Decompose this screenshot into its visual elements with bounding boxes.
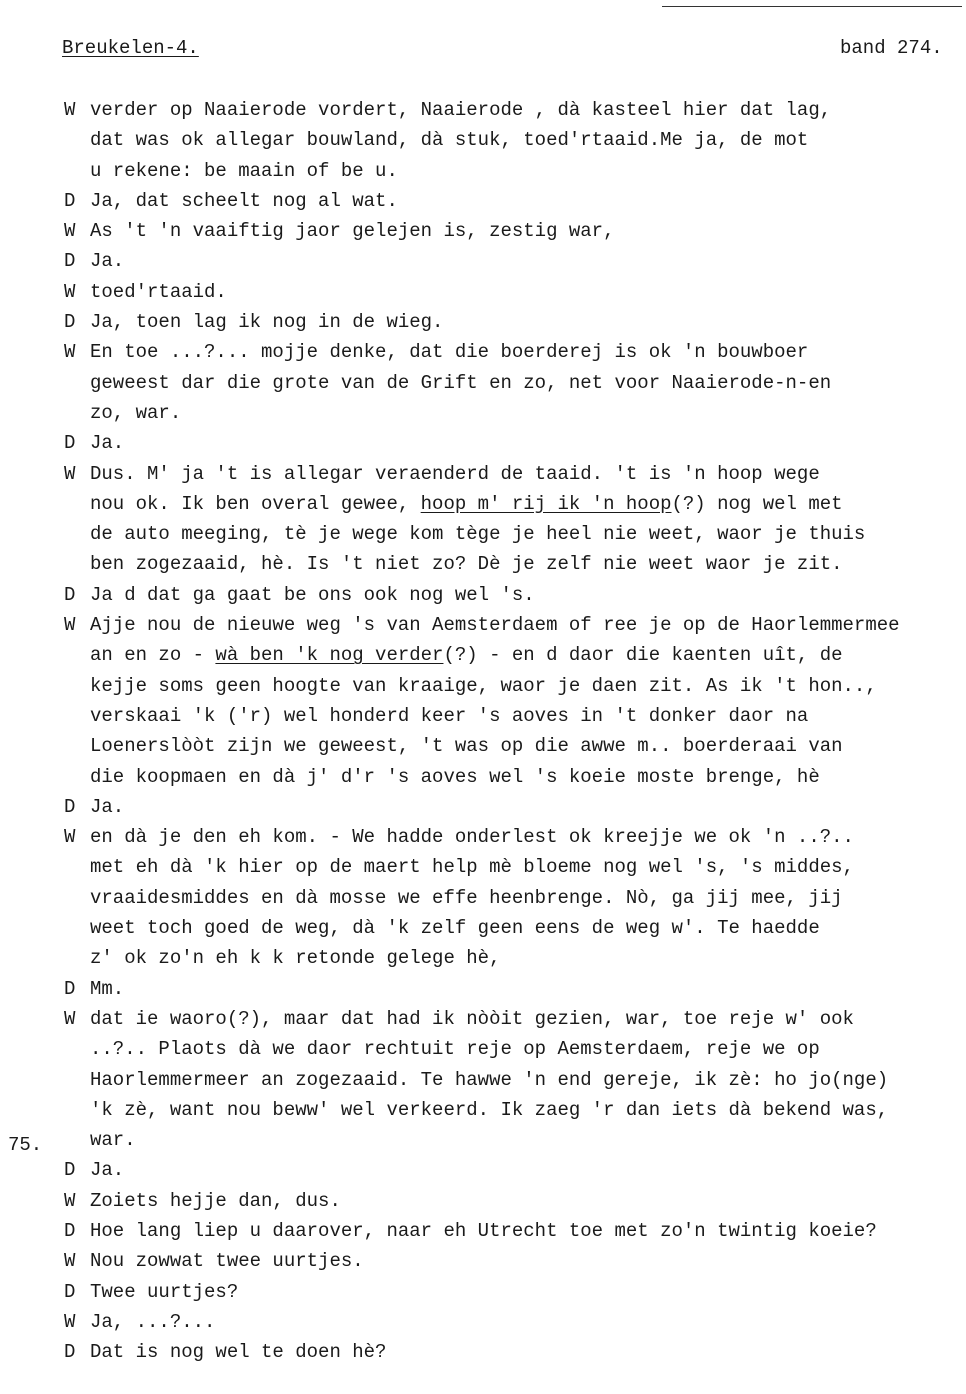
line-text: en dà je den eh kom. - We hadde onderlest ok kreejje we ok 'n ..?.. bbox=[90, 826, 854, 849]
speaker-label: W bbox=[64, 1250, 76, 1273]
transcript-line bbox=[64, 762, 964, 792]
underlined-text: hoop m' rij ik 'n hoop bbox=[420, 492, 672, 515]
speaker-label: D bbox=[64, 1219, 76, 1242]
speaker-label: W bbox=[64, 99, 76, 121]
transcript-line bbox=[64, 1034, 964, 1064]
line-text: Nou zowwat twee uurtjes. bbox=[90, 1250, 364, 1273]
transcript-line bbox=[64, 913, 964, 943]
transcript-line bbox=[64, 731, 964, 761]
line-text: verder op Naaierode vordert, Naaierode , dà kasteel hier dat lag, bbox=[90, 99, 832, 121]
speaker-label: W bbox=[64, 1189, 76, 1212]
speaker-label: W bbox=[64, 1007, 76, 1030]
line-text: z' ok zo'n eh k k retonde gelege hè, bbox=[90, 947, 501, 970]
transcript-line bbox=[64, 246, 964, 276]
line-text: vraaidesmiddes en dà mosse we effe heenbrenge. Nò, ga jij mee, jij bbox=[90, 886, 843, 909]
transcript-line bbox=[64, 1337, 964, 1367]
transcript-line bbox=[64, 640, 964, 670]
line-text: Dat is nog wel te doen hè? bbox=[90, 1341, 387, 1364]
line-text: verskaai 'k ('r) wel honderd keer 's aoves in 't donker daor na bbox=[90, 704, 809, 727]
transcript-line bbox=[64, 1277, 964, 1307]
line-text: Haorlemmermeer an zogezaaid. Te hawwe 'n end gereje, ik zè: ho jo(nge) bbox=[90, 1068, 889, 1091]
transcript-line bbox=[64, 1186, 964, 1216]
transcript-line bbox=[64, 701, 964, 731]
speaker-label: D bbox=[64, 1159, 76, 1182]
transcript-line bbox=[64, 1125, 964, 1155]
line-text: dat was ok allegar bouwland, dà stuk, toed'rtaaid.Me ja, de mot bbox=[90, 129, 809, 152]
transcript-line bbox=[64, 368, 964, 398]
speaker-label: W bbox=[64, 280, 76, 303]
line-text: kejje soms geen hoogte van kraaige, waor je daen zit. As ik 't hon.., bbox=[90, 674, 877, 697]
transcript-line bbox=[64, 307, 964, 337]
line-text: Ja. bbox=[90, 795, 125, 818]
line-text: Ja, toen lag ik nog in de wieg. bbox=[90, 311, 444, 334]
line-text: 'k zè, want nou beww' wel verkeerd. Ik zaeg 'r dan iets dà bekend was, bbox=[90, 1098, 889, 1121]
transcript-line bbox=[64, 459, 964, 489]
transcript-line bbox=[64, 1216, 964, 1246]
line-text: nou ok. Ik ben overal gewee, bbox=[90, 492, 421, 515]
transcript-line bbox=[64, 1065, 964, 1095]
line-text: Ajje nou de nieuwe weg 's van Aemsterdaem of ree je op de Haorlemmermee bbox=[90, 614, 900, 637]
transcript bbox=[64, 95, 964, 1367]
speaker-label: W bbox=[64, 826, 76, 849]
transcript-line bbox=[64, 125, 964, 155]
line-text: Ja. bbox=[90, 432, 125, 455]
line-text: Mm. bbox=[90, 977, 125, 1000]
speaker-label: D bbox=[64, 1341, 76, 1364]
transcript-line bbox=[64, 610, 964, 640]
line-text: Dus. M' ja 't is allegar veraenderd de taaid. 't is 'n hoop wege bbox=[90, 462, 820, 485]
line-text: Ja. bbox=[90, 1159, 125, 1182]
line-text: an en zo - bbox=[90, 644, 216, 667]
line-text: met eh dà 'k hier op de maert help mè bloeme nog wel 's, 's middes, bbox=[90, 856, 854, 879]
line-text: de auto meeging, tè je wege kom tège je heel nie weet, waor je thuis bbox=[90, 523, 866, 546]
line-text: u rekene: be maain of be u. bbox=[90, 159, 398, 182]
line-text: dat ie waoro(?), maar dat had ik nòòit gezien, war, toe reje w' ook bbox=[90, 1007, 854, 1030]
line-text: En toe ...?... mojje denke, dat die boerderej is ok 'n bouwboer bbox=[90, 341, 809, 364]
transcript-line bbox=[64, 883, 964, 913]
line-text: toed'rtaaid. bbox=[90, 280, 227, 303]
transcript-line bbox=[64, 671, 964, 701]
line-text: (?) - en d daor die kaenten uît, de bbox=[443, 644, 843, 667]
line-text: geweest dar die grote van de Grift en zo, net voor Naaierode-n-en bbox=[90, 371, 832, 394]
speaker-label: D bbox=[64, 977, 76, 1000]
transcript-line bbox=[64, 1246, 964, 1276]
transcript-line bbox=[64, 95, 964, 125]
speaker-label: D bbox=[64, 432, 76, 455]
transcript-line bbox=[64, 1155, 964, 1185]
transcript-line bbox=[64, 216, 964, 246]
transcript-line bbox=[64, 186, 964, 216]
line-text: Twee uurtjes? bbox=[90, 1280, 239, 1303]
line-text: (?) nog wel met bbox=[671, 492, 843, 515]
line-text: zo, war. bbox=[90, 401, 182, 424]
speaker-label: W bbox=[64, 1310, 76, 1333]
speaker-label: W bbox=[64, 462, 76, 485]
line-text: Loenerslòòt zijn we geweest, 't was op die awwe m.. boerderaai van bbox=[90, 735, 843, 758]
speaker-label: D bbox=[64, 311, 76, 334]
speaker-label: D bbox=[64, 583, 76, 606]
line-text: Zoiets hejje dan, dus. bbox=[90, 1189, 341, 1212]
speaker-label: W bbox=[64, 341, 76, 364]
transcript-line bbox=[64, 156, 964, 186]
speaker-label: D bbox=[64, 189, 76, 212]
transcript-line bbox=[64, 1307, 964, 1337]
transcript-line bbox=[64, 519, 964, 549]
speaker-label: D bbox=[64, 1280, 76, 1303]
speaker-label: D bbox=[64, 250, 76, 273]
line-text: weet toch goed de weg, dà 'k zelf geen eens de weg w'. Te haedde bbox=[90, 917, 820, 940]
transcript-line bbox=[64, 792, 964, 822]
transcript-line bbox=[64, 428, 964, 458]
speaker-label: W bbox=[64, 220, 76, 243]
line-text: Hoe lang liep u daarover, naar eh Utrecht toe met zo'n twintig koeie? bbox=[90, 1219, 877, 1242]
line-text: ..?.. Plaots dà we daor rechtuit reje op Aemsterdaem, reje we op bbox=[90, 1038, 820, 1061]
transcript-line bbox=[64, 822, 964, 852]
band-number: band 274. bbox=[840, 37, 943, 59]
transcript-line bbox=[64, 974, 964, 1004]
line-text: Ja d dat ga gaat be ons ook nog wel 's. bbox=[90, 583, 535, 606]
top-rule bbox=[662, 6, 962, 7]
line-text: Ja, dat scheelt nog al wat. bbox=[90, 189, 398, 212]
transcript-line bbox=[64, 943, 964, 973]
margin-line-number: 75. bbox=[8, 1134, 43, 1156]
transcript-line bbox=[64, 1004, 964, 1034]
line-text: ben zogezaaid, hè. Is 't niet zo? Dè je zelf nie weet waor je zit. bbox=[90, 553, 843, 576]
line-text: As 't 'n vaaiftig jaor gelejen is, zestig war, bbox=[90, 220, 615, 243]
speaker-label: D bbox=[64, 795, 76, 818]
transcript-line bbox=[64, 852, 964, 882]
transcript-line bbox=[64, 489, 964, 519]
transcript-line bbox=[64, 277, 964, 307]
transcript-line bbox=[64, 549, 964, 579]
transcript-line bbox=[64, 1095, 964, 1125]
line-text: Ja, ...?... bbox=[90, 1310, 216, 1333]
line-text: war. bbox=[90, 1129, 136, 1152]
speaker-label: W bbox=[64, 614, 76, 637]
transcript-line bbox=[64, 398, 964, 428]
document-title: Breukelen-4. bbox=[62, 37, 199, 59]
transcript-line bbox=[64, 580, 964, 610]
line-text: die koopmaen en dà j' d'r 's aoves wel 's koeie moste brenge, hè bbox=[90, 765, 820, 788]
line-text: Ja. bbox=[90, 250, 125, 273]
transcript-line bbox=[64, 337, 964, 367]
underlined-text: wà ben 'k nog verder bbox=[215, 644, 444, 667]
